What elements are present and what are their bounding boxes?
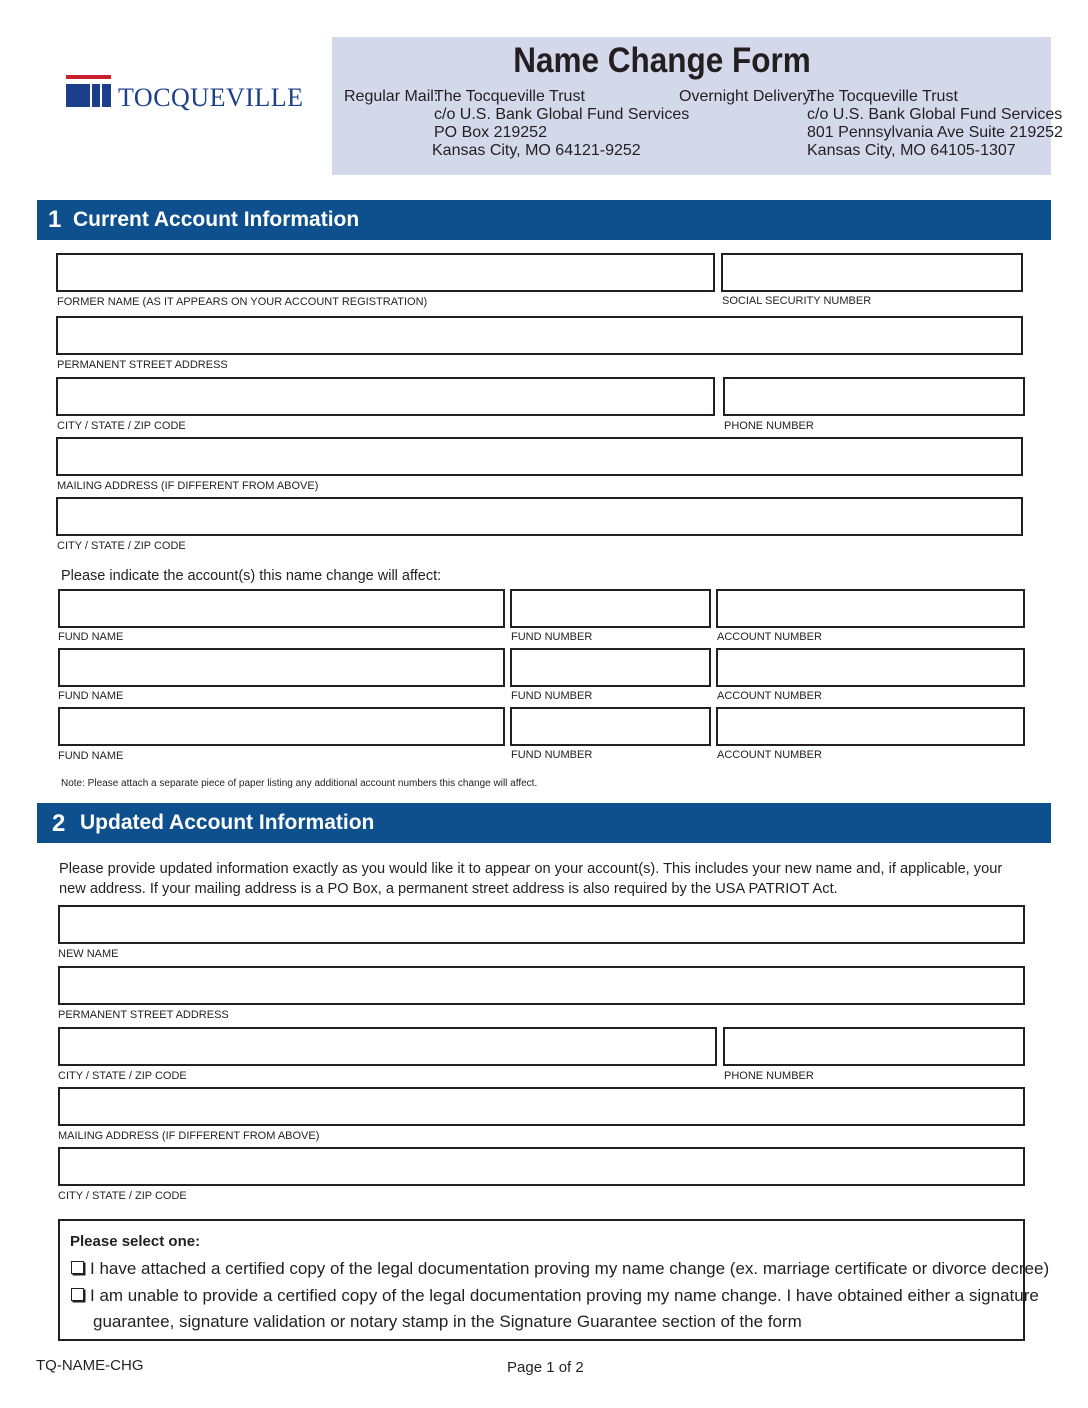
overnight-line-1: The Tocqueville Trust (807, 88, 958, 105)
option-signature-guarantee-label-2: guarantee, signature validation or notary stamp in the Signature Guarantee section of the form (93, 1312, 802, 1331)
new-mailing-city-label: CITY / STATE / ZIP CODE (58, 1190, 187, 1202)
regular-mail-line-4: Kansas City, MO 64121-9252 (432, 142, 641, 159)
fund-name-field-3[interactable] (58, 707, 505, 746)
account-number-field-3[interactable] (716, 707, 1025, 746)
current-mailing-label: MAILING ADDRESS (IF DIFFERENT FROM ABOVE) (57, 480, 319, 492)
overnight-line-2: c/o U.S. Bank Global Fund Services (807, 106, 1063, 123)
regular-mail-line-1: The Tocqueville Trust (434, 88, 585, 105)
overnight-label: Overnight Delivery: (679, 88, 816, 105)
logo-block-mid (92, 84, 100, 107)
fund-name-label-2: FUND NAME (58, 690, 124, 702)
new-street-label: PERMANENT STREET ADDRESS (58, 1009, 229, 1021)
account-number-field-2[interactable] (716, 648, 1025, 687)
select-title: Please select one: (70, 1233, 201, 1250)
logo-block-right (102, 84, 111, 107)
current-city-field[interactable] (56, 377, 715, 416)
current-city-label: CITY / STATE / ZIP CODE (57, 420, 186, 432)
fund-number-label-3: FUND NUMBER (511, 749, 593, 761)
checkbox-signature-guarantee[interactable] (71, 1288, 84, 1301)
section-2-title: Updated Account Information (80, 811, 375, 834)
overnight-line-3: 801 Pennsylvania Ave Suite 219252 (807, 124, 1063, 141)
accounts-prompt: Please indicate the account(s) this name change will affect: (61, 568, 442, 584)
section-2-intro-line-2: new address. If your mailing address is a PO Box, a permanent street address is also required by the USA PATRIOT Act. (59, 881, 838, 897)
logo-red-bar (66, 75, 111, 79)
current-phone-label: PHONE NUMBER (724, 420, 814, 432)
logo-text: TOCQUEVILLE (118, 83, 304, 112)
former-name-label: FORMER NAME (AS IT APPEARS ON YOUR ACCOUNT REGISTRATION) (57, 296, 428, 308)
current-mailing-field[interactable] (56, 437, 1023, 476)
fund-number-field-1[interactable] (510, 589, 711, 628)
new-name-label: NEW NAME (58, 948, 119, 960)
form-code: TQ-NAME-CHG (36, 1357, 144, 1374)
fund-number-field-2[interactable] (510, 648, 711, 687)
new-phone-label: PHONE NUMBER (724, 1070, 814, 1082)
account-number-label-2: ACCOUNT NUMBER (717, 690, 822, 702)
fund-name-label-1: FUND NAME (58, 631, 124, 643)
option-certified-copy[interactable] (71, 1256, 1049, 1282)
regular-mail-line-2: c/o U.S. Bank Global Fund Services (434, 106, 690, 123)
fund-name-field-1[interactable] (58, 589, 505, 628)
former-name-field[interactable] (56, 253, 715, 292)
fund-number-label-1: FUND NUMBER (511, 631, 593, 643)
additional-accounts-note: Note: Please attach a separate piece of paper listing any additional account numbers this change will affect. (61, 778, 538, 789)
new-city-label: CITY / STATE / ZIP CODE (58, 1070, 187, 1082)
account-number-label-3: ACCOUNT NUMBER (717, 749, 822, 761)
checkbox-certified-copy[interactable] (71, 1261, 84, 1274)
current-mailing-city-field[interactable] (56, 497, 1023, 536)
option-signature-guarantee-label-1: I am unable to provide a certified copy of the legal documentation proving my name change. I have obtained either a signature (90, 1286, 1039, 1305)
section-2-number: 2 (52, 810, 66, 837)
fund-name-label-3: FUND NAME (58, 750, 124, 762)
current-mailing-city-label: CITY / STATE / ZIP CODE (57, 540, 186, 552)
form-title: Name Change Form (513, 41, 811, 80)
section-1-number: 1 (48, 206, 62, 233)
option-signature-guarantee[interactable] (71, 1283, 1039, 1309)
regular-mail-line-3: PO Box 219252 (434, 124, 547, 141)
new-mailing-field[interactable] (58, 1087, 1025, 1126)
fund-name-field-2[interactable] (58, 648, 505, 687)
section-1-title: Current Account Information (73, 208, 360, 231)
new-street-field[interactable] (58, 966, 1025, 1005)
ssn-field[interactable] (721, 253, 1023, 292)
new-name-field[interactable] (58, 905, 1025, 944)
current-street-field[interactable] (56, 316, 1023, 355)
fund-number-field-3[interactable] (510, 707, 711, 746)
logo-block-left (66, 84, 90, 107)
new-mailing-city-field[interactable] (58, 1147, 1025, 1186)
new-city-field[interactable] (58, 1027, 717, 1066)
overnight-line-4: Kansas City, MO 64105-1307 (807, 142, 1016, 159)
new-phone-field[interactable] (723, 1027, 1025, 1066)
new-mailing-label: MAILING ADDRESS (IF DIFFERENT FROM ABOVE) (58, 1130, 320, 1142)
regular-mail-label: Regular Mail: (344, 88, 439, 105)
option-certified-copy-label: I have attached a certified copy of the legal documentation proving my name change (ex. marriage certificate or divorce decree) (90, 1259, 1050, 1278)
page-number: Page 1 of 2 (507, 1359, 584, 1376)
section-1-header (37, 200, 1051, 240)
section-2-intro-line-1: Please provide updated information exactly as you would like it to appear on your account(s). This includes your new name and, if applicable, your (59, 861, 1003, 877)
account-number-label-1: ACCOUNT NUMBER (717, 631, 822, 643)
current-street-label: PERMANENT STREET ADDRESS (57, 359, 228, 371)
current-phone-field[interactable] (723, 377, 1025, 416)
fund-number-label-2: FUND NUMBER (511, 690, 593, 702)
section-2-header (37, 803, 1051, 843)
ssn-label: SOCIAL SECURITY NUMBER (722, 295, 872, 307)
account-number-field-1[interactable] (716, 589, 1025, 628)
